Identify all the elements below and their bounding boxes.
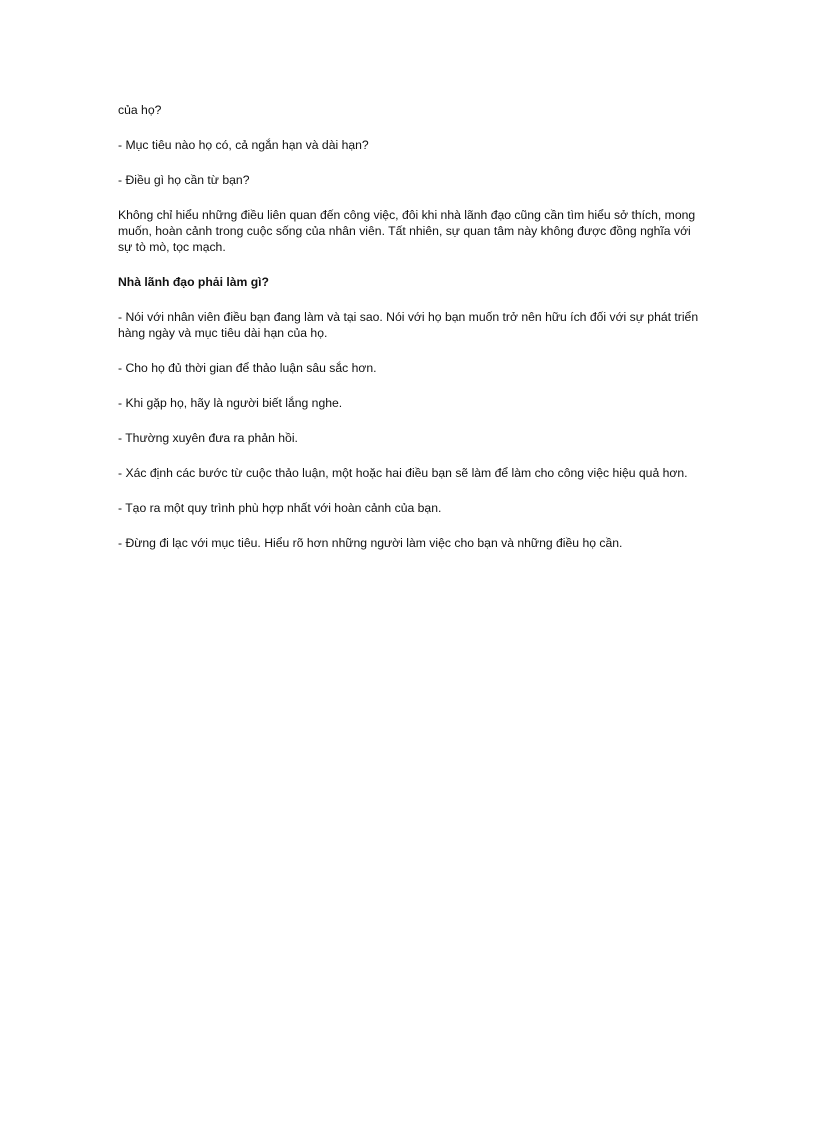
paragraph-needs-question: - Điều gì họ cần từ bạn? — [118, 173, 250, 187]
list-item: - Tạo ra một quy trình phù hợp nhất với hoàn cảnh của bạn. — [118, 501, 442, 515]
list-item: - Thường xuyên đưa ra phản hồi. — [118, 431, 298, 445]
section-heading: Nhà lãnh đạo phải làm gì? — [118, 275, 270, 289]
paragraph-interests: Không chỉ hiểu những điều liên quan đến công việc, đôi khi nhà lãnh đạo cũng cần tìm hiểu sở thích, mong muốn, hoàn cảnh trong cuộc sống của nhân viên. Tất nhiên, sự quan tâm này không được đồng nghĩa với sự tò mò, tọc mạch. — [118, 208, 696, 254]
paragraph-continuation: của họ? — [118, 103, 162, 117]
document-body — [118, 102, 708, 570]
list-item: - Nói với nhân viên điều bạn đang làm và tại sao. Nói với họ bạn muốn trở nên hữu ích đối với sự phát triển hàng ngày và mục tiêu dài hạn của họ. — [118, 310, 699, 340]
list-item: - Đừng đi lạc với mục tiêu. Hiểu rõ hơn những người làm việc cho bạn và những điều họ cần. — [118, 536, 623, 550]
paragraph-goals-question: - Mục tiêu nào họ có, cả ngắn hạn và dài hạn? — [118, 138, 369, 152]
list-item: - Khi gặp họ, hãy là người biết lắng nghe. — [118, 396, 343, 410]
list-item: - Xác định các bước từ cuộc thảo luận, một hoặc hai điều bạn sẽ làm để làm cho công việc hiệu quả hơn. — [118, 466, 688, 480]
list-item: - Cho họ đủ thời gian để thảo luận sâu sắc hơn. — [118, 361, 377, 375]
